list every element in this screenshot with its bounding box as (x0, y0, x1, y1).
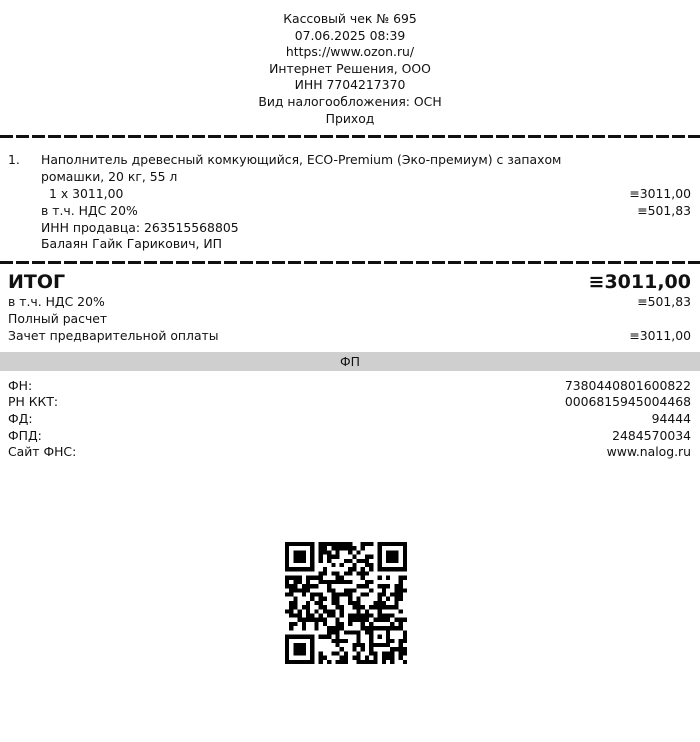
item-qty-row (0, 186, 700, 203)
prepay-label: Зачет предварительной оплаты (8, 328, 219, 343)
divider-middle (0, 261, 700, 264)
tax-system: Вид налогообложения: ОСН (258, 93, 442, 109)
seller-name: Балаян Гайк Гарикович, ИП (41, 236, 222, 251)
receipt-website[interactable]: https://www.ozon.ru/ (285, 44, 415, 60)
rn-row (0, 394, 700, 411)
total-label: ИТОГ (8, 271, 66, 293)
fn-label: ФН: (8, 378, 33, 393)
fn-row (0, 378, 700, 395)
item-number: 1. (8, 152, 20, 167)
seller-inn: ИНН продавца: 263515568805 (41, 220, 239, 235)
receipt-datetime: 07.06.2025 08:39 (294, 27, 406, 43)
fpd-label: ФПД: (8, 428, 42, 443)
payment-type-row (0, 311, 700, 328)
item-qty-price: 1 x 3011,00 (49, 186, 124, 201)
fpd-value: 2484570034 (612, 428, 691, 443)
fp-section-bar: ФП (0, 352, 700, 371)
seller-inn-row (0, 220, 700, 237)
divider-top (0, 135, 700, 138)
fd-value: 94444 (651, 411, 691, 426)
item-vat-label: в т.ч. НДС 20% (41, 203, 138, 218)
total-vat-label: в т.ч. НДС 20% (8, 294, 105, 309)
qr-code-icon (285, 542, 407, 664)
prepay-row (0, 328, 700, 345)
prepay-value: ≡3011,00 (629, 328, 691, 343)
seller-name-row (0, 236, 700, 253)
rn-label: РН ККТ: (8, 394, 59, 409)
operation-type: Приход (325, 110, 375, 126)
receipt-header (0, 11, 700, 127)
item-vat-row (0, 203, 700, 220)
fns-site-label: Сайт ФНС: (8, 444, 77, 459)
total-vat-value: ≡501,83 (637, 294, 691, 309)
item-name: Наполнитель древесный комкующийся, ECO-Premium (Эко-премиум) с запахом ромашки, 20 кг, 55 л (41, 152, 562, 184)
payment-type: Полный расчет (8, 311, 108, 326)
item-vat-amount: ≡501,83 (637, 203, 691, 218)
item-amount: ≡3011,00 (629, 186, 691, 201)
company-name: Интернет Решения, ООО (269, 60, 431, 76)
total-vat-row (0, 294, 700, 311)
fd-label: ФД: (8, 411, 33, 426)
rn-value: 0006815945004468 (564, 394, 691, 409)
total-row (0, 270, 700, 294)
fn-value: 7380440801600822 (564, 378, 691, 393)
fd-row (0, 411, 700, 428)
fns-site-row (0, 444, 700, 461)
receipt-title: Кассовый чек № 695 (283, 11, 417, 26)
company-inn: ИНН 7704217370 (294, 77, 406, 93)
total-value: ≡3011,00 (588, 271, 691, 293)
fns-site-value[interactable]: www.nalog.ru (606, 444, 691, 459)
fpd-row (0, 428, 700, 445)
